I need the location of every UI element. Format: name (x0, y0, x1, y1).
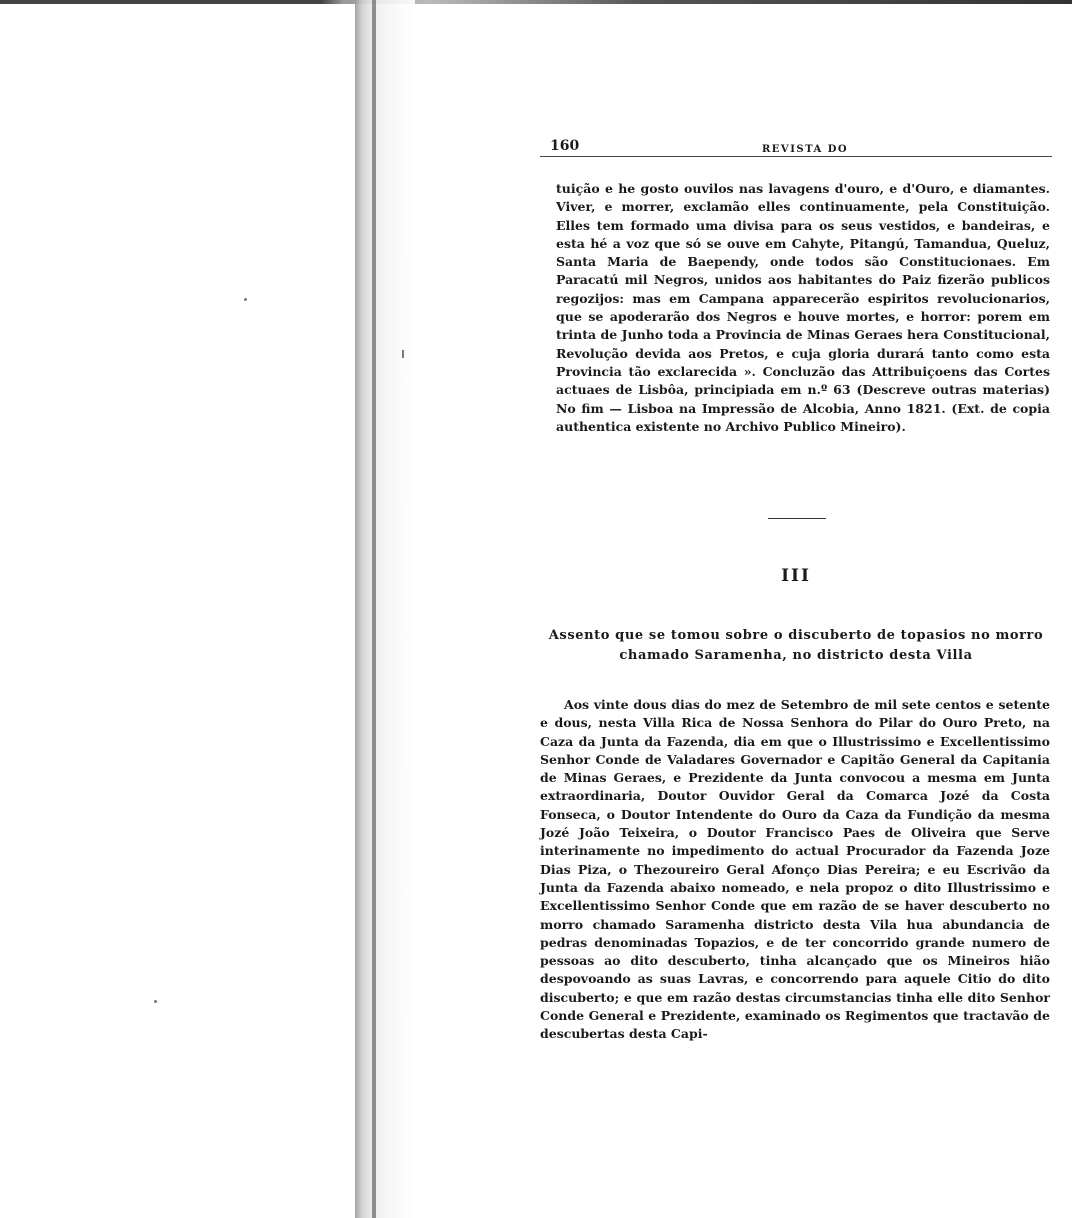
book-page (540, 130, 1052, 1042)
book-gutter-line (372, 0, 376, 1218)
continued-paragraph: tuição e he gosto ouvilos nas lavagens d'ouro, e d'Ouro, e diamantes. Viver, e morrer, exclamão elles continuamente, pela Constituição. Elles tem formado uma divisa para os seus vestidos, e bandeiras, e esta hé a voz que só se ouve em Cahyte, Pitangú, Tamandua, Queluz, Santa Maria de Baependy, onde todos são Constitucionaes. Em Paracatú mil Negros, unidos aos habitantes do Paiz fizerão publicos regozijos: mas em Campana apparecerão espiritos revolucionarios, que se apoderarão dos Negros e houve mortes, e horror: porem em trinta de Junho toda a Provincia de Minas Geraes hera Constitucional, Revolução devida aos Pretos, e cuja gloria durará tanto como esta Provincia tão exclarecida ». Concluzão das Attribuiçoens das Cortes actuaes de Lisbôa, principiada em n.º 63 (Descreve outras materias) No fim — Lisboa na Impressão de Alcobia, Anno 1821. (Ext. de copia authentica existente no Archivo Publico Mineiro). (556, 181, 1050, 434)
running-head (540, 130, 1052, 157)
section-numeral: III (781, 566, 811, 586)
scan-speck (244, 298, 247, 301)
book-gutter-shadow (355, 0, 415, 1218)
section-title: Assento que se tomou sobre o discuberto de topasios no morro chamado Saramenha, no districto desta Villa (548, 628, 1044, 663)
page-number: 160 (550, 138, 580, 154)
scan-speck (402, 350, 404, 358)
section-divider (768, 518, 826, 519)
scan-top-edge (0, 0, 1072, 4)
scan-speck (154, 1000, 157, 1003)
body-paragraph: Aos vinte dous dias do mez de Setembro de mil sete centos e setente e dous, nesta Villa Rica de Nossa Senhora do Pilar do Ouro Preto, na Caza da Junta da Fazenda, dia em que o Illustrissimo e Excellentissimo Senhor Conde de Valadares Governador e Capitão General da Capitania de Minas Geraes, e Prezidente da Junta convocou a mesma em Junta extraordinaria, Doutor Ouvidor Geral da Comarca Jozé da Costa Fonseca, o Doutor Intendente do Ouro da Caza da Fundição da mesma Jozé João Teixeira, o Doutor Francisco Paes de Oliveira que Serve interinamente no impedimento do actual Procurador da Fazenda Joze Dias Piza, o Thezoureiro Geral Afonço Dias Pereira; e eu Escrivão da Junta da Fazenda abaixo nomeado, e nela propoz o dito Illustrissimo e Excellentissimo Senhor Conde que em razão de se haver descuberto no morro chamado Saramenha districto desta Vila hua abundancia de pedras denominadas Topazios, e de ter concorrido grande numero de pessoas ao dito descuberto, tinha alcançado que os Mineiros hião despovoando as suas Lavras, e concorrendo para aquele Citio do dito discuberto; e que em razão destas circumstancias tinha elle dito Senhor Conde General e Prezidente, examinado os Regimentos que tractavão de descubertas desta Capi- (540, 697, 1050, 1042)
running-head-title: REVISTA DO (762, 144, 849, 155)
